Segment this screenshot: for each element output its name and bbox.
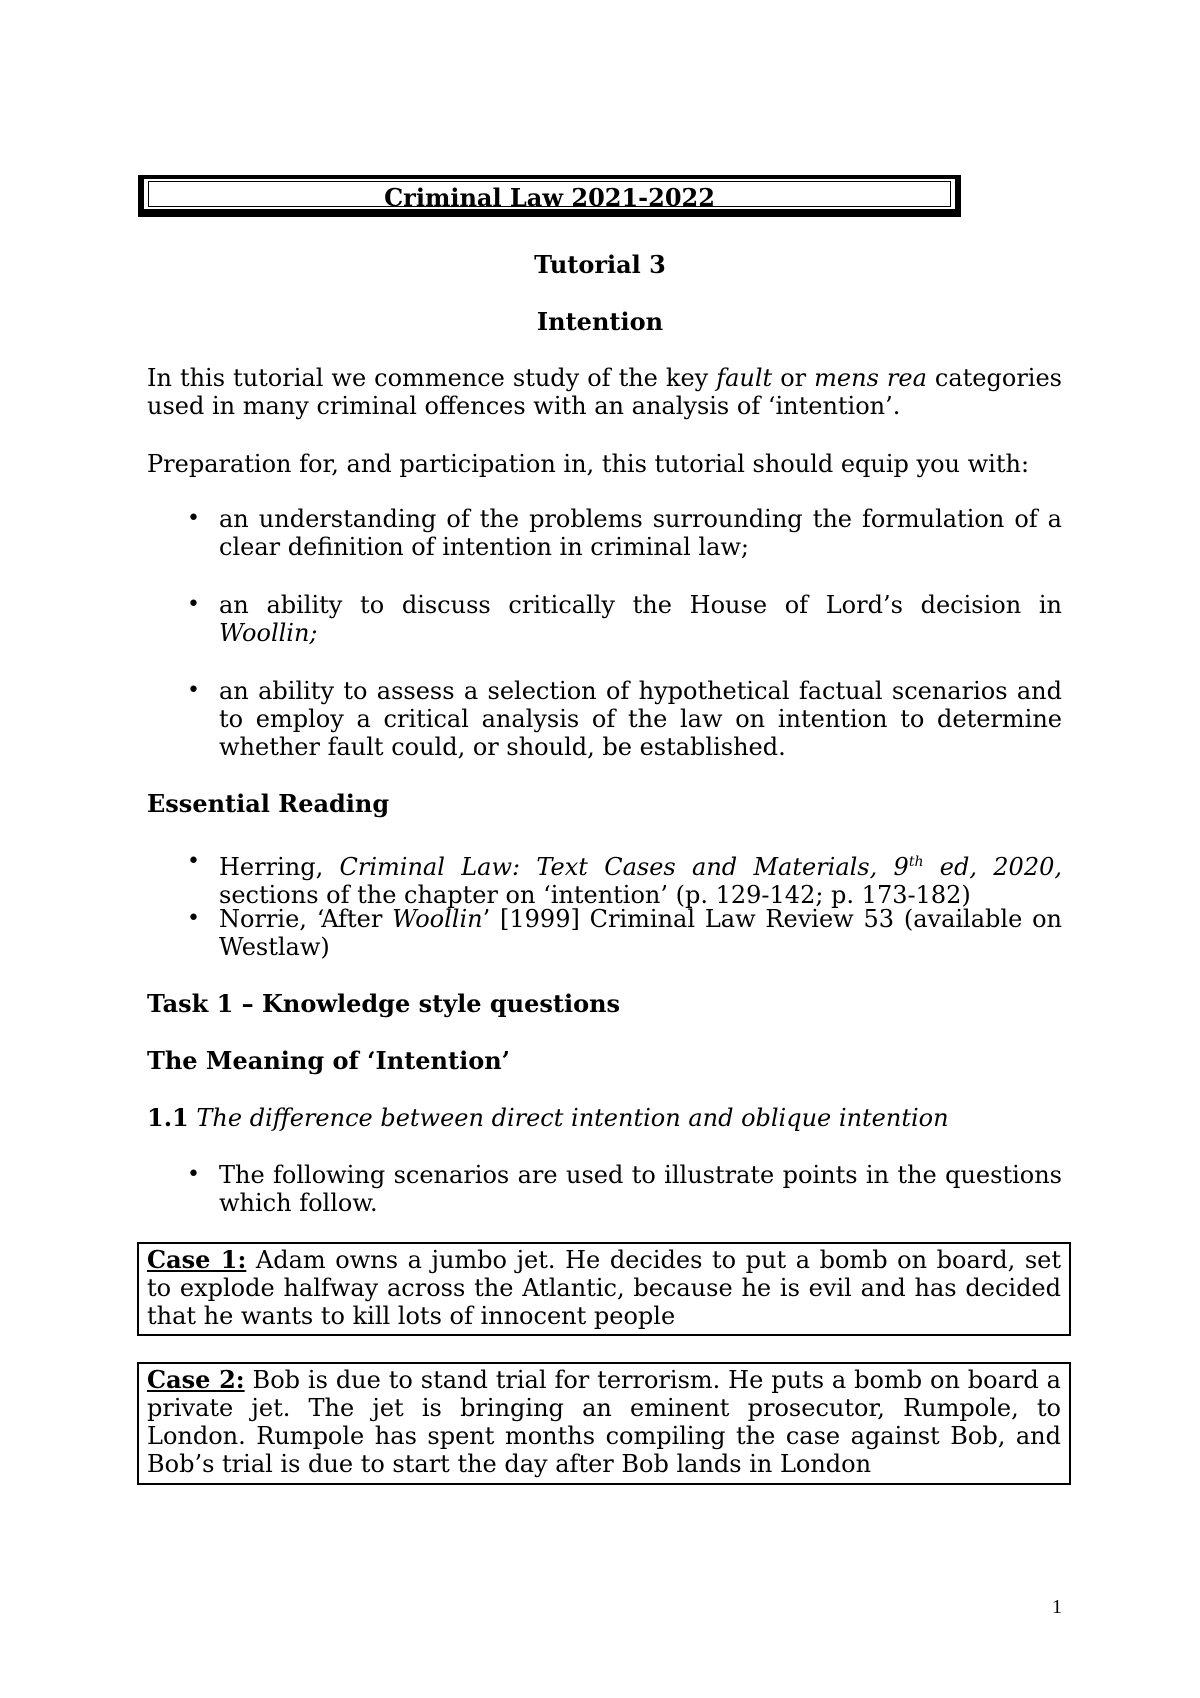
reading-1-edition: ed, 2020,: [923, 853, 1062, 881]
outcome-2-case: Woollin;: [219, 619, 318, 647]
course-title-box: [138, 175, 961, 217]
question-text: The difference between direct intention and oblique intention: [188, 1104, 949, 1132]
intro-paragraph: [147, 364, 1062, 420]
reading-1: [219, 848, 1062, 909]
bullet-icon: •: [187, 678, 200, 703]
case-1-box: [137, 1242, 1071, 1336]
reading-2-author: Norrie, ‘After: [219, 905, 393, 933]
course-title: Criminal Law 2021-2022: [148, 181, 951, 207]
outcome-1: an understanding of the problems surrounding the formulation of a clear definition of intention in criminal law;: [219, 505, 1062, 561]
intro-fault: fault: [716, 364, 773, 392]
question-1-1: [147, 1104, 1062, 1132]
page-number: 1: [1052, 1596, 1062, 1618]
case-2-label: Case 2:: [147, 1365, 245, 1394]
bullet-icon: •: [187, 506, 200, 531]
reading-1-title: Criminal Law: Text Cases and Materials, 9: [339, 853, 909, 881]
essential-reading-heading: Essential Reading: [147, 789, 390, 818]
task1-heading: Task 1 – Knowledge style questions: [147, 989, 621, 1018]
intro-text-2: categories used in many criminal offences with an analysis of ‘intention’.: [147, 364, 1062, 420]
bullet-icon: •: [187, 1162, 200, 1187]
scenario-intro: The following scenarios are used to illustrate points in the questions which follow.: [219, 1161, 1062, 1217]
question-number: 1.1: [147, 1103, 189, 1132]
tutorial-number: Tutorial 3: [534, 250, 666, 279]
case-2-box: [137, 1362, 1071, 1485]
intro-mens-rea: mens rea: [814, 364, 927, 392]
meaning-heading: The Meaning of ‘Intention’: [147, 1046, 511, 1075]
intro-text-1: In this tutorial we commence study of the key: [147, 364, 717, 392]
reading-1-author: Herring,: [219, 853, 340, 881]
bullet-icon: •: [187, 592, 200, 617]
case-2-text: Bob is due to stand trial for terrorism. He puts a bomb on board a private jet. The jet is bringing an eminent prosecutor, Rumpole, to London. Rumpole has spent months compiling the case against Bob, and Bob’s trial is due to start the day after Bob lands in London: [147, 1366, 1061, 1478]
tutorial-topic: Intention: [536, 307, 664, 336]
reading-2: [219, 905, 1062, 961]
reading-1-sections: sections of the chapter on ‘intention’ (p. 129-142; p. 173-182): [219, 881, 971, 909]
reading-1-sup: th: [908, 854, 924, 870]
reading-2-case: Woollin: [392, 905, 483, 933]
intro-or: or: [772, 364, 815, 392]
bullet-icon: •: [187, 849, 200, 874]
case-1-text: Adam owns a jumbo jet. He decides to put a bomb on board, set to explode halfway across the Atlantic, because he is evil and has decided that he wants to kill lots of innocent people: [147, 1246, 1061, 1330]
outcome-3: an ability to assess a selection of hypothetical factual scenarios and to employ a critical analysis of the law on intention to determine whether fault could, or should, be established.: [219, 677, 1062, 761]
bullet-icon: •: [187, 906, 200, 931]
reading-2-rest: ’ [1999] Criminal Law Review 53 (available on Westlaw): [219, 905, 1062, 961]
outcome-2: [219, 591, 1062, 647]
case-1-label: Case 1:: [147, 1245, 247, 1274]
prep-line: Preparation for, and participation in, this tutorial should equip you with:: [147, 450, 1030, 478]
outcome-2-text: an ability to discuss critically the House of Lord’s decision in: [219, 591, 1062, 619]
